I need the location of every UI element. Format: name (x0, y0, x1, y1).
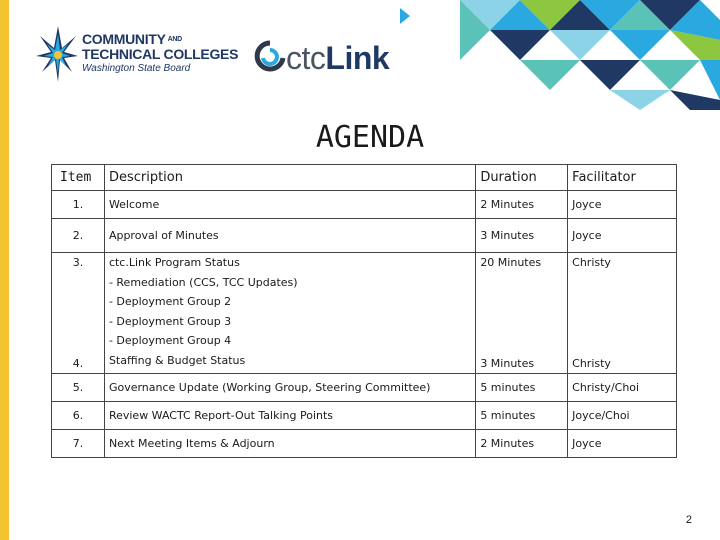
ctclink-logo (254, 38, 404, 80)
header-duration: Duration (476, 165, 568, 191)
row-description: Staffing & Budget Status (108, 353, 246, 367)
sbctc-wordmark-line1: COMMUNITY $^{AND}$ (82, 31, 182, 47)
sub-item: - Remediation (CCS, TCC Updates) (108, 275, 298, 289)
row-descriptions (104, 253, 475, 374)
sub-item: - Deployment Group 3 (108, 314, 232, 328)
decorative-mosaic-pattern (390, 0, 720, 110)
table-row (52, 430, 677, 458)
row-duration: 2 Minutes (476, 430, 568, 458)
row-item-number: 2. (52, 219, 105, 253)
row-item-numbers (52, 253, 105, 374)
sbctc-subtitle: Washington State Board (82, 63, 191, 74)
header-facilitator: Facilitator (568, 165, 677, 191)
table-row (52, 191, 677, 219)
row-duration: 20 Minutes (480, 256, 542, 269)
row-duration: 5 minutes (476, 374, 568, 402)
table-row (52, 374, 677, 402)
row-facilitator: Joyce (568, 191, 677, 219)
row-item-number: 4. (72, 356, 84, 370)
table-row (52, 402, 677, 430)
ctclink-wordmark: ctcLink (286, 40, 390, 76)
header-item: Item (52, 165, 105, 191)
row-duration: 3 Minutes (480, 356, 535, 370)
row-item-number: 6. (52, 402, 105, 430)
row-facilitator: Christy (572, 256, 611, 269)
row-duration: 5 minutes (476, 402, 568, 430)
sbctc-star-icon (36, 26, 78, 82)
page-number: 2 (685, 514, 692, 526)
table-row (52, 253, 677, 374)
row-duration: 2 Minutes (476, 191, 568, 219)
row-description: Governance Update (Working Group, Steering Committee) (104, 374, 475, 402)
row-description: Review WACTC Report-Out Talking Points (104, 402, 475, 430)
row-description: Welcome (104, 191, 475, 219)
row-description: Next Meeting Items & Adjourn (104, 430, 475, 458)
row-item-number: 5. (52, 374, 105, 402)
table-row (52, 219, 677, 253)
row-description: ctc.Link Program Status (108, 256, 240, 269)
row-facilitator: Joyce (568, 219, 677, 253)
row-facilitator: Christy/Choi (568, 374, 677, 402)
row-item-number: 3. (72, 256, 84, 269)
sub-item: - Deployment Group 4 (108, 334, 232, 347)
sbctc-wordmark-line2: TECHNICAL COLLEGES (82, 46, 239, 62)
page-title: AGENDA (315, 120, 425, 155)
table-header-row (52, 165, 677, 191)
row-durations (476, 253, 568, 374)
row-facilitator: Joyce (568, 430, 677, 458)
row-item-number: 1. (52, 191, 105, 219)
row-item-number: 7. (52, 430, 105, 458)
sub-item: - Deployment Group 2 (108, 295, 232, 308)
sbctc-logo (36, 26, 246, 86)
agenda-table (51, 164, 677, 458)
row-facilitator: Christy (572, 356, 611, 370)
row-facilitator: Joyce/Choi (568, 402, 677, 430)
header-description: Description (104, 165, 475, 191)
row-facilitators (568, 253, 677, 374)
row-description: Approval of Minutes (104, 219, 475, 253)
ctclink-swirl-icon (254, 40, 286, 76)
left-accent-bar (0, 0, 9, 540)
row-duration: 3 Minutes (476, 219, 568, 253)
